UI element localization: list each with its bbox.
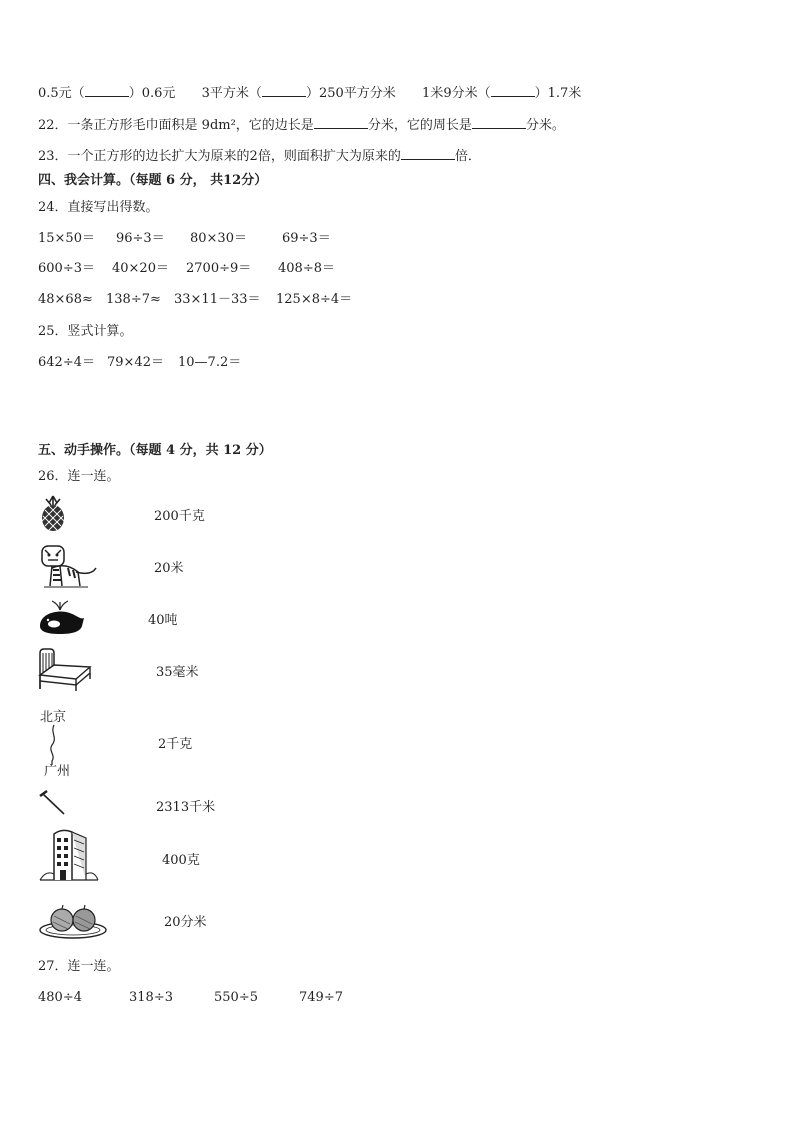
q24-item: 600÷3＝ — [38, 261, 95, 276]
q23-line — [38, 147, 481, 165]
q24-item: 69÷3＝ — [282, 231, 331, 246]
map-beijing-label: 北京 — [40, 710, 67, 725]
pineapple-icon — [36, 494, 70, 532]
q24-item: 408÷8＝ — [278, 261, 335, 276]
tiger-icon — [36, 542, 102, 590]
q23-blank[interactable] — [401, 147, 455, 160]
q27-item: 318÷3 — [129, 990, 173, 1005]
q27-item: 550÷5 — [214, 990, 258, 1005]
q24-item: 15×50＝ — [38, 231, 95, 246]
q21-b-left: 3平方米（ — [201, 86, 262, 101]
q21-a-right: ）0.6元 — [128, 86, 176, 101]
q22-blank-perimeter[interactable] — [472, 116, 526, 129]
q22-blank-side[interactable] — [314, 116, 368, 129]
q27-item: 749÷7 — [299, 990, 343, 1005]
q26-label-5: 2千克 — [158, 737, 193, 752]
q25-item: 10—7.2＝ — [178, 355, 242, 370]
q25-title: 25．竖式计算。 — [38, 324, 133, 339]
q24-item: 33×11－33＝ — [174, 292, 261, 307]
q21-c-right: ）1.7米 — [534, 86, 582, 101]
bed-icon — [36, 645, 94, 691]
q24-title: 24．直接写出得数。 — [38, 200, 159, 215]
map-guangzhou-label: 广州 — [44, 764, 71, 779]
q24-item: 138÷7≈ — [106, 292, 161, 307]
q26-label-8: 20分米 — [164, 915, 207, 930]
q21-line — [38, 84, 581, 102]
q21-a-blank[interactable] — [85, 84, 129, 97]
q24-item: 125×8÷4＝ — [276, 292, 353, 307]
map-route-icon — [38, 703, 84, 779]
apples-plate-icon — [38, 900, 108, 940]
q26-label-2: 20米 — [154, 561, 184, 576]
q26-title: 26．连一连。 — [38, 469, 120, 484]
q22-part1: 22．一条正方形毛巾面积是 9dm²，它的边长是 — [38, 118, 314, 133]
q27-title: 27．连一连。 — [38, 959, 120, 974]
q24-item: 96÷3＝ — [116, 231, 165, 246]
whale-icon — [36, 598, 88, 636]
q21-c-left: 1米9分米（ — [422, 86, 491, 101]
q26-label-4: 35毫米 — [156, 665, 199, 680]
q27-item: 480÷4 — [38, 990, 82, 1005]
q25-item: 642÷4＝ — [38, 355, 95, 370]
q24-item: 48×68≈ — [38, 292, 93, 307]
q26-label-6: 2313千米 — [156, 800, 216, 815]
q23-part1: 23．一个正方形的边长扩大为原来的2倍，则面积扩大为原来的 — [38, 149, 401, 164]
q26-label-3: 40吨 — [148, 613, 178, 628]
q23-part2: 倍． — [454, 149, 481, 164]
section4-title: 四、我会计算。（每题 6 分， 共12分） — [38, 173, 268, 188]
q21-b-right: ）250平方分米 — [305, 86, 396, 101]
q26-label-1: 200千克 — [154, 509, 205, 524]
q26-label-7: 400克 — [162, 853, 200, 868]
nail-icon — [38, 790, 68, 816]
q24-item: 2700÷9＝ — [186, 261, 252, 276]
q22-part3: 分米。 — [525, 118, 565, 133]
section5-title: 五、动手操作。（每题 4 分，共 12 分） — [38, 443, 272, 458]
q22-line — [38, 116, 565, 134]
building-icon — [38, 826, 100, 882]
q25-item: 79×42＝ — [107, 355, 164, 370]
q22-part2: 分米，它的周长是 — [367, 118, 472, 133]
q21-a-left: 0.5元（ — [38, 86, 85, 101]
q24-item: 40×20＝ — [112, 261, 169, 276]
q21-b-blank[interactable] — [262, 84, 306, 97]
q21-c-blank[interactable] — [491, 84, 535, 97]
q24-item: 80×30＝ — [190, 231, 247, 246]
